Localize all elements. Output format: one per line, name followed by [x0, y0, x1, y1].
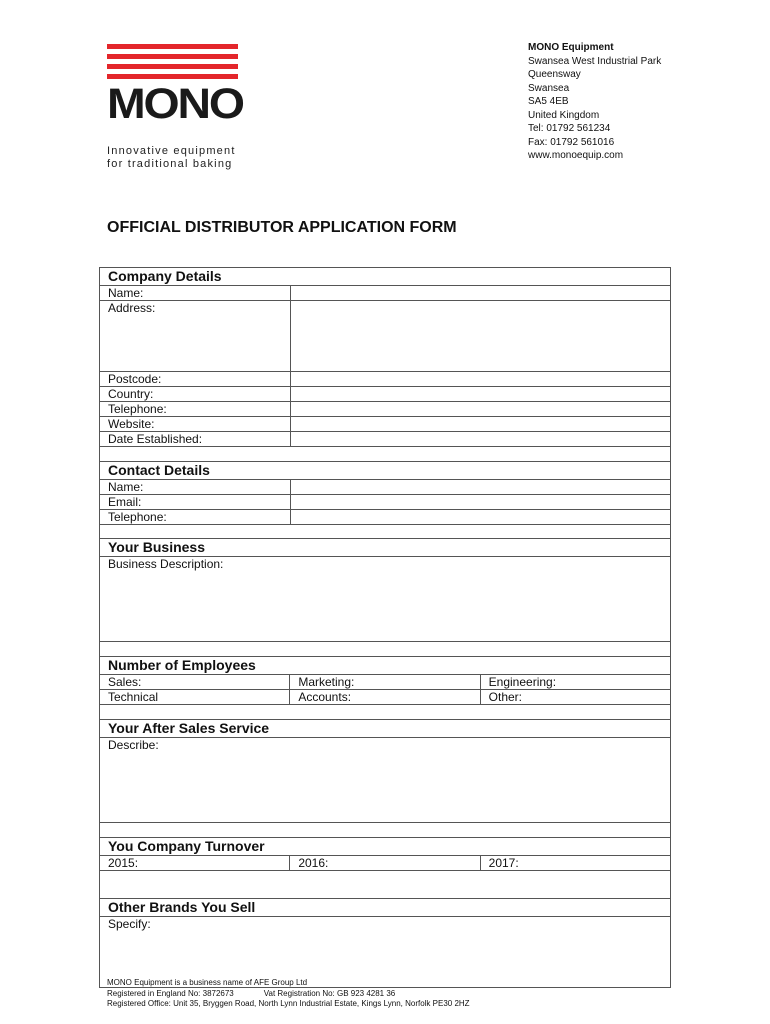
company-telephone-field[interactable] — [291, 402, 670, 416]
contact-email-row — [100, 495, 670, 510]
address-line: SA5 4EB — [528, 96, 569, 107]
turnover-2015-field[interactable]: 2015: — [108, 856, 139, 870]
spacer — [100, 705, 670, 720]
employees-accounts-field[interactable]: Accounts: — [289, 690, 479, 704]
logo-stripe — [107, 54, 238, 59]
logo-stripe — [107, 44, 238, 49]
company-address-label: Address: — [100, 301, 291, 371]
company-name-row — [100, 286, 670, 301]
business-description-label: Business Description: — [108, 557, 224, 571]
employees-row-2 — [100, 690, 670, 705]
after-sales-describe-field[interactable] — [100, 738, 670, 823]
company-name-label: Name: — [100, 286, 291, 300]
website-row — [100, 417, 670, 432]
country-field[interactable] — [291, 387, 670, 401]
address-line: United Kingdom — [528, 109, 600, 121]
company-address-field[interactable] — [291, 301, 670, 371]
section-company-turnover: You Company Turnover — [100, 838, 670, 856]
footer-line — [107, 989, 470, 1000]
country-row — [100, 387, 670, 402]
section-your-business: Your Business — [100, 539, 670, 557]
business-description-field[interactable] — [100, 557, 670, 642]
turnover-2016-field[interactable]: 2016: — [289, 856, 479, 870]
footer-registration: Registered in England No: 3872673 — [107, 988, 234, 998]
employees-sales-field[interactable]: Sales: — [108, 675, 142, 689]
address-line: Tel: 01792 561234 — [528, 123, 611, 134]
contact-email-label: Email: — [100, 495, 291, 509]
date-established-label: Date Established: — [100, 432, 291, 446]
mono-logo — [107, 44, 243, 128]
address-company: MONO Equipment — [528, 42, 614, 53]
form-title: OFFICIAL DISTRIBUTOR APPLICATION FORM — [107, 219, 457, 236]
turnover-2017-field[interactable]: 2017: — [480, 856, 670, 870]
section-number-of-employees: Number of Employees — [100, 657, 670, 675]
spacer — [100, 871, 670, 899]
after-sales-describe-label: Describe: — [108, 738, 159, 752]
spacer — [100, 447, 670, 462]
address-line: Fax: 01792 561016 — [528, 136, 615, 148]
postcode-label: Postcode: — [100, 372, 291, 386]
contact-telephone-field[interactable] — [291, 510, 670, 524]
footer-line: MONO Equipment is a business name of AFE Group Ltd — [107, 978, 308, 987]
other-brands-specify-field[interactable] — [100, 917, 670, 987]
company-name-field[interactable] — [291, 286, 670, 300]
company-telephone-row — [100, 402, 670, 417]
address-line: Swansea — [528, 82, 570, 94]
spacer — [100, 823, 670, 838]
postcode-row — [100, 372, 670, 387]
other-brands-specify-label: Specify: — [108, 917, 151, 931]
contact-name-label: Name: — [100, 480, 291, 494]
contact-email-field[interactable] — [291, 495, 670, 509]
contact-telephone-label: Telephone: — [100, 510, 291, 524]
date-established-field[interactable] — [291, 432, 670, 446]
website-label: Website: — [100, 417, 291, 431]
company-address-row — [100, 301, 670, 372]
employees-row-1 — [100, 675, 670, 690]
page-footer — [107, 978, 470, 1010]
date-established-row — [100, 432, 670, 447]
application-form — [99, 267, 671, 988]
employees-marketing-field[interactable]: Marketing: — [289, 675, 479, 689]
company-address — [528, 41, 661, 163]
logo-stripe — [107, 74, 238, 79]
address-line: Queensway — [528, 69, 581, 80]
contact-telephone-row — [100, 510, 670, 525]
section-after-sales-service: Your After Sales Service — [100, 720, 670, 738]
spacer — [100, 642, 670, 657]
employees-engineering-field[interactable]: Engineering: — [480, 675, 670, 689]
contact-name-field[interactable] — [291, 480, 670, 494]
logo-wordmark: MONO — [107, 80, 243, 128]
section-other-brands: Other Brands You Sell — [100, 899, 670, 917]
logo-tagline: Innovative equipment for traditional baking — [107, 145, 236, 170]
website-field[interactable] — [291, 417, 670, 431]
company-telephone-label: Telephone: — [100, 402, 291, 416]
employees-technical-field[interactable]: Technical — [108, 690, 159, 704]
employees-other-field[interactable]: Other: — [480, 690, 670, 704]
turnover-row — [100, 856, 670, 871]
address-line: Swansea West Industrial Park — [528, 55, 662, 67]
footer-line: Registered Office: Unit 35, Bryggen Road, North Lynn Industrial Estate, Kings Lynn, Norfolk PE30 2HZ — [107, 999, 470, 1008]
postcode-field[interactable] — [291, 372, 670, 386]
contact-name-row — [100, 480, 670, 495]
section-contact-details: Contact Details — [100, 462, 670, 480]
country-label: Country: — [100, 387, 291, 401]
section-company-details: Company Details — [100, 268, 670, 286]
address-line: www.monoequip.com — [528, 150, 624, 161]
logo-stripe — [107, 64, 238, 69]
spacer — [100, 525, 670, 539]
footer-vat: Vat Registration No: GB 923 4281 36 — [263, 988, 396, 998]
